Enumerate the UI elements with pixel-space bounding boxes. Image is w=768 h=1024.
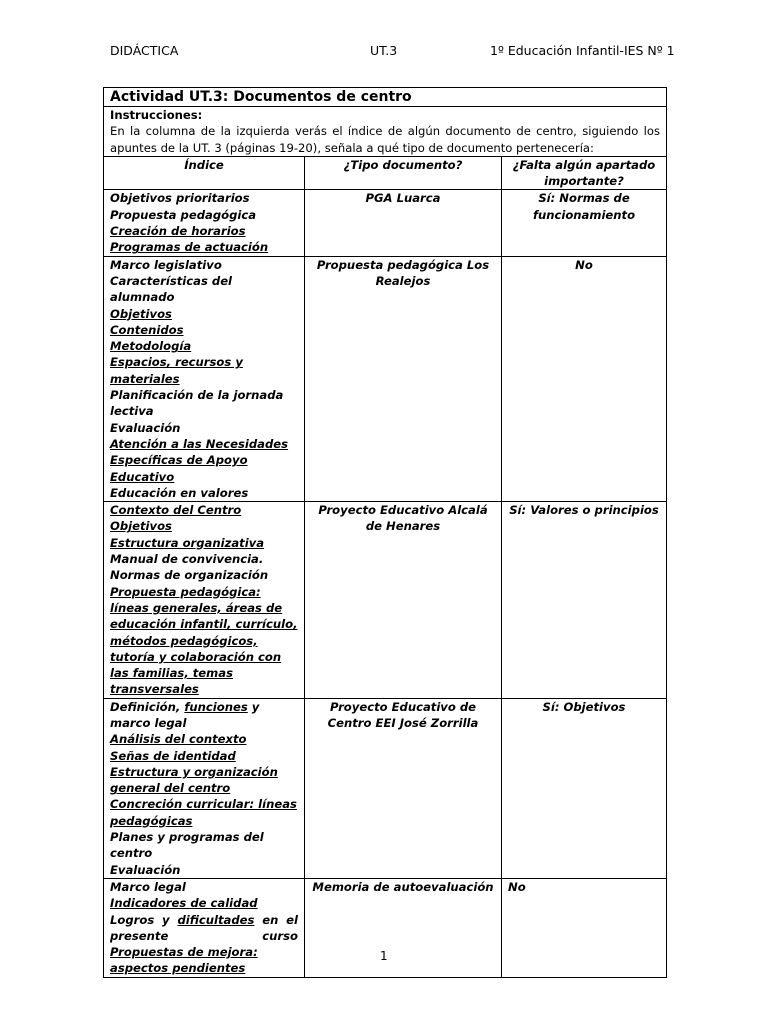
index-text: funciones [184,699,248,714]
index-item: Espacios, recursos y materiales [110,355,243,386]
index-item-definition [110,699,298,732]
table-row [104,502,667,699]
type-cell: Proyecto Educativo Alcalá de Henares [305,502,502,699]
index-text: Logros y [110,912,178,927]
column-header-row [104,156,667,190]
header-course: 1º Educación Infantil-IES Nº 1 [490,43,675,58]
index-cell [104,190,305,256]
index-item: Contenidos [110,322,184,337]
index-item-logros [110,912,298,945]
instructions-row [104,107,667,157]
index-item: Estructura organizativa [110,535,265,550]
table-row [104,190,667,256]
index-item: Propuesta pedagógica: líneas generales, áreas de educación infantil, currículo, métodos pedagógicos, tutoría y colaboración con las familias, temas transversales [110,584,298,697]
index-text: en el presente curso [110,912,298,943]
index-item: Normas de organización [110,568,269,583]
column-header-index: Índice [104,156,305,190]
column-header-type: ¿Tipo documento? [305,156,502,190]
index-item: Atención a las Necesidades Específicas de Apoyo Educativo [110,436,289,484]
missing-cell: Sí: Objetivos [502,698,667,878]
index-item: Evaluación [110,420,181,435]
column-header-missing: ¿Falta algún apartado importante? [502,156,667,190]
index-item: Análisis del contexto [110,732,247,747]
index-cell [104,256,305,501]
activity-table [103,87,667,978]
index-item: Objetivos prioritarios [110,191,250,206]
type-cell: Proyecto Educativo de Centro EEI José Zorrilla [305,698,502,878]
type-cell: Propuesta pedagógica Los Realejos [305,256,502,501]
index-item: Evaluación [110,862,181,877]
index-cell [104,502,305,699]
index-item: Educación en valores [110,485,249,500]
index-item: Concreción curricular: líneas pedagógicas [110,797,297,828]
index-item: Propuestas de mejora: aspectos pendientes [110,945,258,976]
type-cell: Memoria de autoevaluación [305,878,502,977]
page-number: 1 [380,949,388,963]
index-item: Planes y programas del centro [110,830,264,861]
index-cell [104,878,305,977]
index-item: Marco legal [110,879,186,894]
type-cell: PGA Luarca [305,190,502,256]
missing-cell: Sí: Normas de funcionamiento [502,190,667,256]
table-row [104,256,667,501]
index-text: dificultades [177,912,255,927]
table-row [104,698,667,878]
index-item: Programas de actuación [110,240,269,255]
index-item: Objetivos [110,519,172,534]
index-item: Objetivos [110,306,172,321]
header-unit: UT.3 [370,43,398,58]
missing-cell: No [502,256,667,501]
index-item: Indicadores de calidad [110,896,258,911]
missing-cell: No [502,878,667,977]
header-subject: DIDÁCTICA [110,43,179,58]
index-item: Características del alumnado [110,273,233,305]
index-item: Marco legislativo [110,257,222,272]
index-text: y marco legal [110,699,260,730]
instructions-cell [104,107,667,157]
missing-cell: Sí: Valores o principios [502,502,667,699]
index-item: Propuesta pedagógica [110,207,257,222]
title-row [104,88,667,107]
index-item: Estructura y organización general del centro [110,764,278,796]
index-item: Planificación de la jornada lectiva [110,388,284,419]
activity-title: Actividad UT.3: Documentos de centro [104,88,667,107]
index-item: Creación de horarios [110,224,246,239]
index-item: Señas de identidad [110,748,236,763]
index-item: Manual de convivencia. [110,552,264,567]
index-item: Contexto del Centro [110,503,242,518]
index-text: Definición, [110,699,185,714]
instructions-text: En la columna de la izquierda verás el índice de algún documento de centro, siguiendo los apuntes de la UT. 3 (páginas 19-20), señala a qué tipo de documento pertenecería: [110,124,661,155]
index-cell [104,698,305,878]
index-item: Metodología [110,339,192,354]
instructions-label: Instrucciones: [110,108,203,122]
